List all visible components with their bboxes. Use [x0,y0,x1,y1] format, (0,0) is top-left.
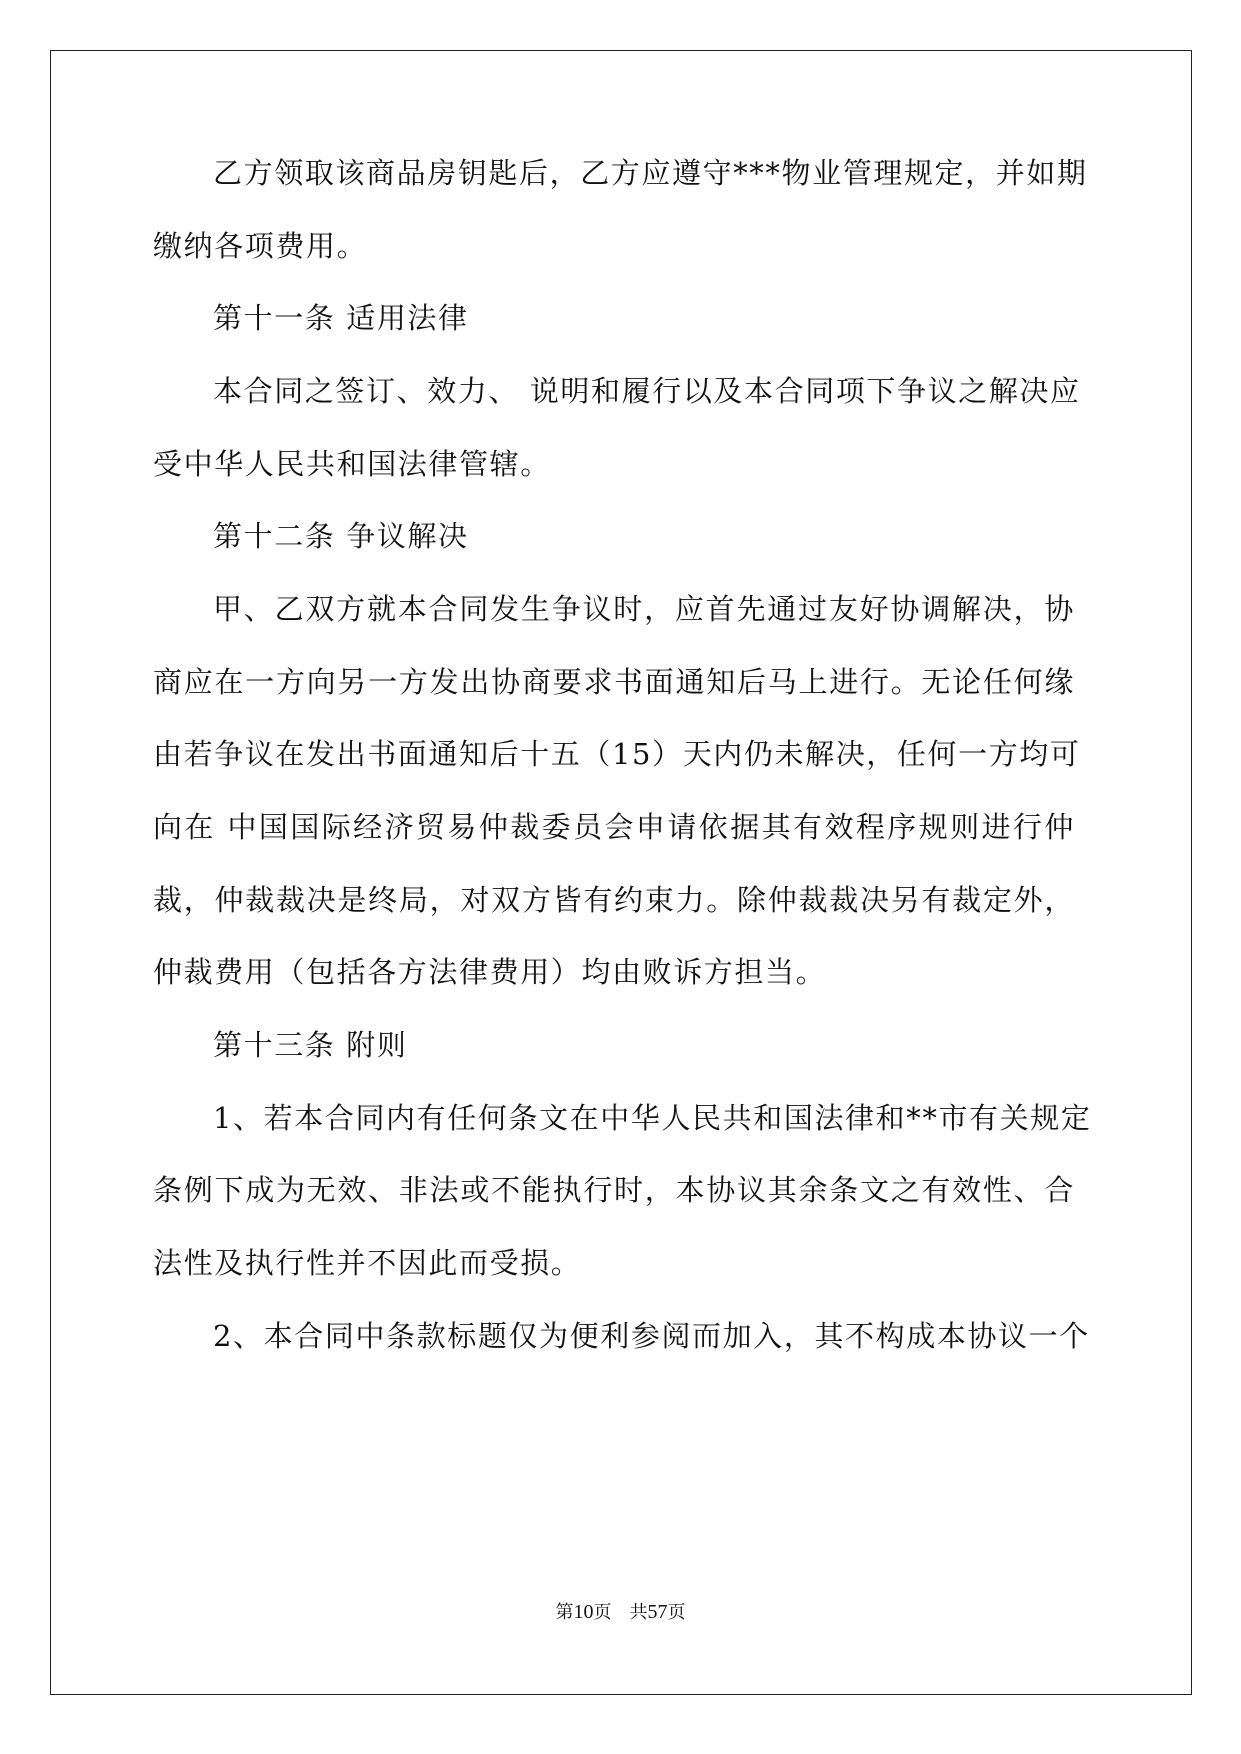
page-footer [0,1600,1241,1625]
paragraph-line: 法性及执行性并不因此而受损。 [153,1246,582,1280]
section-heading: 第十一条 适用法律 [213,301,469,335]
paragraph-line: 条例下成为无效、非法或不能执行时，本协议其余条文之有效性、合 [153,1173,1075,1207]
page-current: 10 [573,1601,594,1623]
paragraph-line: 缴纳各项费用。 [153,229,368,263]
paragraph-line: 2、本合同中条款标题仅为便利参阅而加入，其不构成本协议一个 [213,1319,1090,1353]
paragraph-line: 裁，仲裁裁决是终局，对双方皆有约束力。除仲裁裁决另有裁定外， [153,883,1075,917]
section-heading: 第十三条 附则 [213,1028,408,1062]
page-mid: 页 共 [593,1602,648,1623]
paragraph-line: 甲、乙双方就本合同发生争议时，应首先通过友好协调解决，协 [213,592,1075,626]
page-border [50,50,1192,1695]
paragraph-line: 商应在一方向另一方发出协商要求书面通知后马上进行。无论任何缘 [153,665,1075,699]
paragraph-line: 向在 中国国际经济贸易仲裁委员会申请依据其有效程序规则进行仲 [153,810,1075,844]
paragraph-line: 1、若本合同内有任何条文在中华人民共和国法律和**市有关规定 [213,1101,1092,1135]
paragraph-line: 本合同之签订、效力、 说明和履行以及本合同项下争议之解决应 [213,374,1081,408]
paragraph-line: 受中华人民共和国法律管辖。 [153,447,551,481]
page-prefix: 第 [555,1602,574,1623]
page-total: 57 [647,1601,668,1623]
paragraph-line: 由若争议在发出书面通知后十五（15）天内仍未解决，任何一方均可 [153,737,1081,771]
section-heading: 第十二条 争议解决 [213,519,469,553]
paragraph-line: 乙方领取该商品房钥匙后，乙方应遵守***物业管理规定，并如期 [213,156,1088,190]
page-suffix: 页 [667,1602,686,1623]
paragraph-line: 仲裁费用（包括各方法律费用）均由败诉方担当。 [153,955,827,989]
